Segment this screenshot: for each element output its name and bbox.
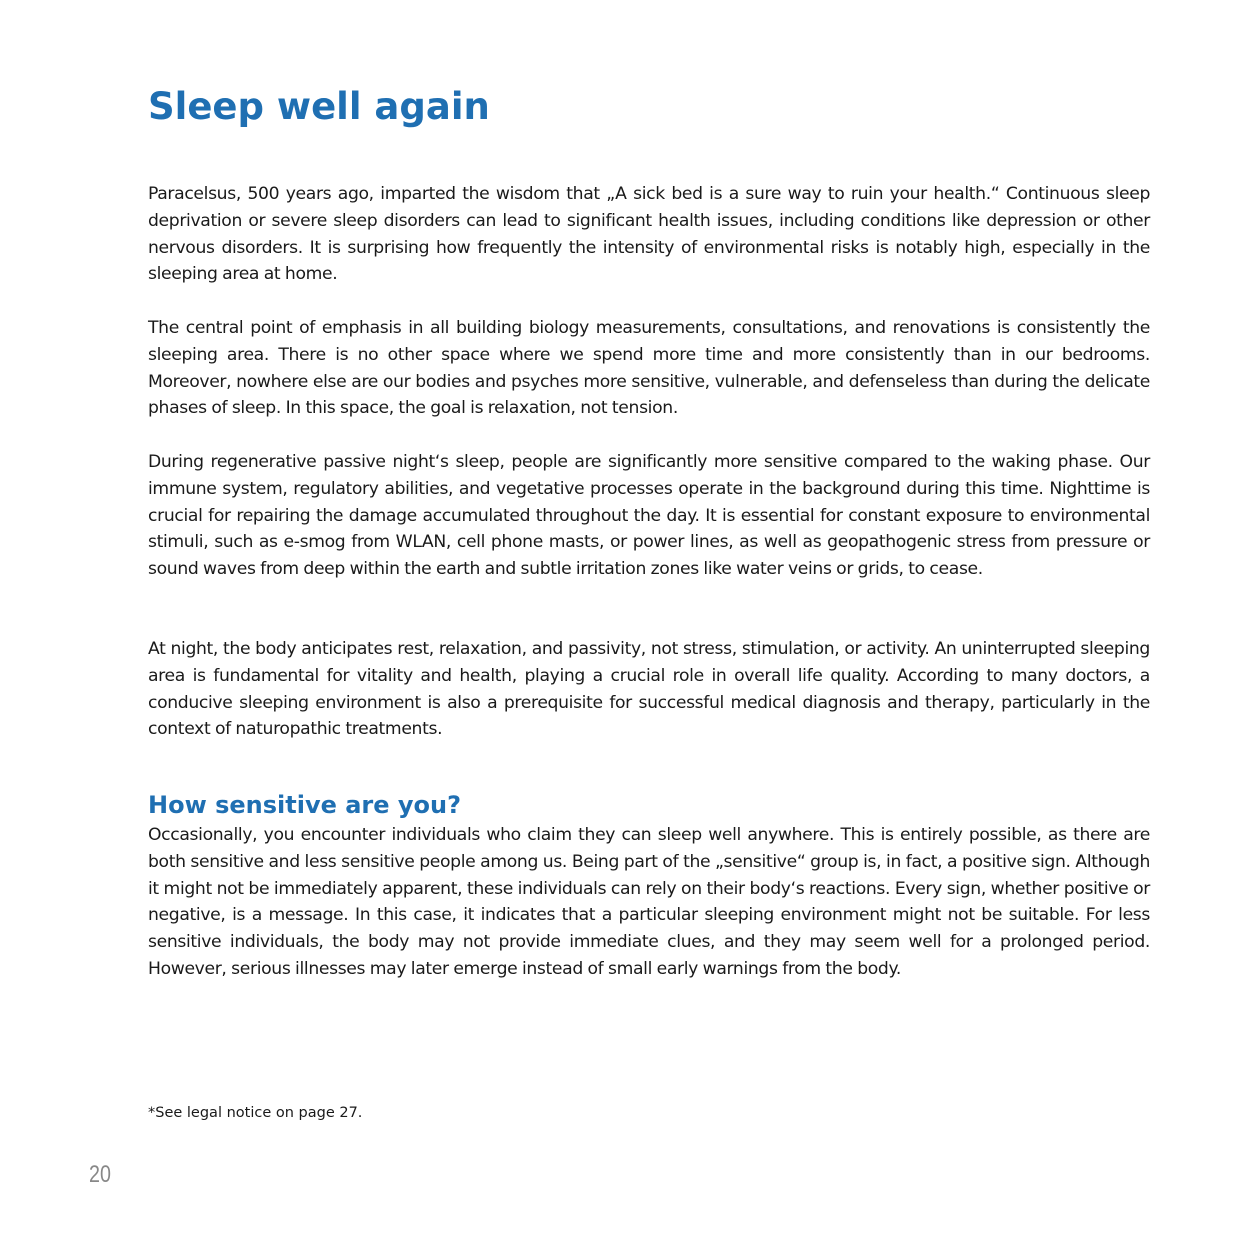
section-paragraph: Occasionally, you encounter individuals who claim they can sleep well anywhere. This is entirely possible, as there are both sensitive and less sensitive people among us. Being part of the „sensitive“ group is, in fact, a positive sign. Although it might not be immediately apparent, these individuals can rely on their body‘s reactions. Every sign, whether positive or negative, is a message. In this case, it indicates that a particular sleeping environment might not be suitable. For less sensitive individuals, the body may not provide immediate clues, and they may seem well for a prolonged period. However, serious illnesses may later emerge instead of small early warnings from the body. <box>148 825 1150 979</box>
section-subheading: How sensitive are you? <box>148 791 462 819</box>
paragraph-1: Paracelsus, 500 years ago, imparted the wisdom that „A sick bed is a sure way to ruin your health.“ Continuous sleep deprivation or severe sleep disorders can lead to significant health issues, including conditions like depression or other nervous disorders. It is surprising how frequently the intensity of environmental risks is notably high, especially in the sleeping area at home. <box>148 184 1150 285</box>
page-number: 20 <box>89 1161 111 1188</box>
footnote: *See legal notice on page 27. <box>148 1105 363 1121</box>
paragraph-4: At night, the body anticipates rest, relaxation, and passivity, not stress, stimulation, or activity. An uninterrupted sleeping area is fundamental for vitality and health, playing a crucial role in overall life quality. According to many doctors, a conducive sleeping environment is also a prerequisite for successful medical diagnosis and therapy, particularly in the context of naturopathic treatments. <box>148 639 1150 740</box>
page-title: Sleep well again <box>148 85 490 128</box>
paragraph-2: The central point of emphasis in all building biology measurements, consultations, and renovations is consistently the sleeping area. There is no other space where we spend more time and more consistently than in our bedrooms. Moreover, nowhere else are our bodies and psyches more sensitive, vulnerable, and defenseless than during the delicate phases of sleep. In this space, the goal is relaxation, not tension. <box>148 318 1150 419</box>
paragraph-3: During regenerative passive night‘s sleep, people are significantly more sensitive compared to the waking phase. Our immune system, regulatory abilities, and vegetative processes operate in the background during this time. Nighttime is crucial for repairing the damage accumulated throughout the day. It is essential for constant exposure to environmental stimuli, such as e-smog from WLAN, cell phone masts, or power lines, as well as geopathogenic stress from pressure or sound waves from deep within the earth and subtle irritation zones like water veins or grids, to cease. <box>148 452 1150 580</box>
